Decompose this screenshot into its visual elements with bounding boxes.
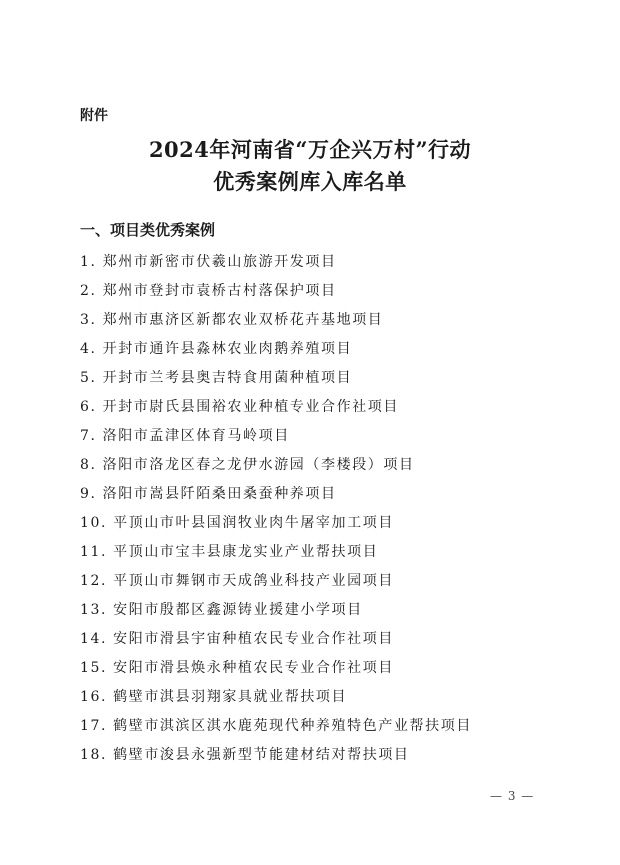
list-item: 12. 平顶山市舞钢市天成鸽业科技产业园项目 <box>80 573 394 589</box>
list-item: 14. 安阳市滑县宇宙种植农民专业合作社项目 <box>80 631 394 647</box>
list-item: 17. 鹤壁市淇滨区淇水鹿苑现代种养殖特色产业帮扶项目 <box>80 718 472 734</box>
list-item: 2. 郑州市登封市袁桥古村落保护项目 <box>80 283 337 299</box>
list-item: 9. 洛阳市嵩县阡陌桑田桑蚕种养项目 <box>80 486 337 502</box>
page-number: — 3 — <box>490 789 535 803</box>
list-item: 15. 安阳市滑县焕永种植农民专业合作社项目 <box>80 660 394 676</box>
section-heading: 一、项目类优秀案例 <box>80 221 216 239</box>
attachment-label: 附件 <box>80 108 108 124</box>
list-item: 10. 平顶山市叶县国润牧业肉牛屠宰加工项目 <box>80 515 394 531</box>
list-item: 11. 平顶山市宝丰县康龙实业产业帮扶项目 <box>80 544 379 560</box>
list-item: 18. 鹤壁市浚县永强新型节能建材结对帮扶项目 <box>80 747 410 763</box>
document-title-line-2: 优秀案例库入库名单 <box>213 169 407 194</box>
list-item: 6. 开封市尉氏县围裕农业种植专业合作社项目 <box>80 399 400 415</box>
list-item: 16. 鹤壁市淇县羽翔家具就业帮扶项目 <box>80 689 348 705</box>
list-item: 4. 开封市通许县淼林农业肉鹅养殖项目 <box>80 341 353 357</box>
list-item: 13. 安阳市殷都区鑫源铸业援建小学项目 <box>80 602 363 618</box>
case-list <box>80 248 472 770</box>
list-item: 1. 郑州市新密市伏羲山旅游开发项目 <box>80 254 337 270</box>
list-item: 7. 洛阳市孟津区体育马岭项目 <box>80 428 290 444</box>
document-title-line-1: 2024年河南省“万企兴万村”行动 <box>148 137 472 162</box>
list-item: 3. 郑州市惠济区新都农业双桥花卉基地项目 <box>80 312 384 328</box>
list-item: 8. 洛阳市洛龙区春之龙伊水游园（李楼段）项目 <box>80 457 415 473</box>
list-item: 5. 开封市兰考县奥吉特食用菌种植项目 <box>80 370 353 386</box>
